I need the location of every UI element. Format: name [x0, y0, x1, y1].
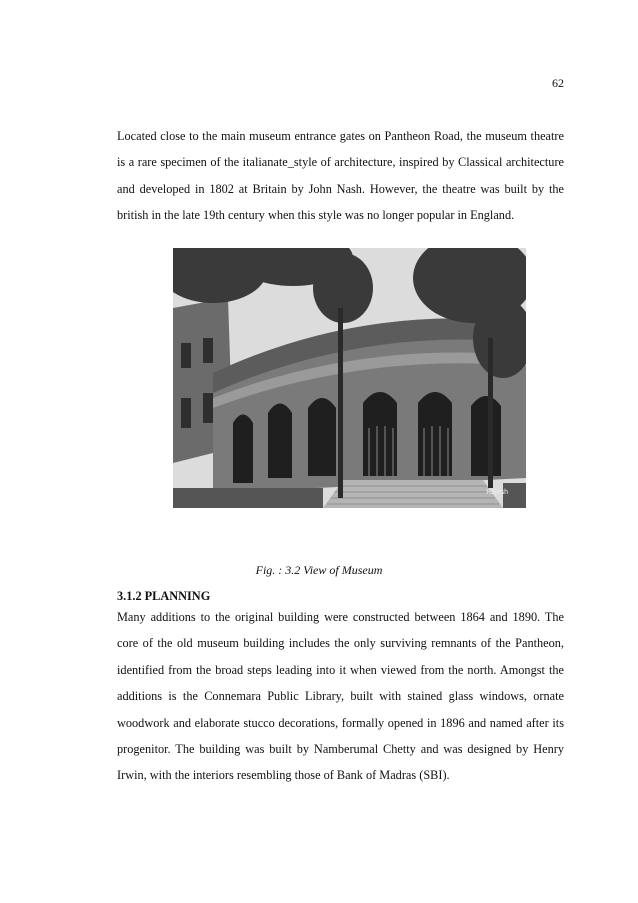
page-number: 62: [552, 76, 564, 90]
intro-paragraph: Located close to the main museum entrance gates on Pantheon Road, the museum theatre is a rare specimen of the italianate_style of architecture, inspired by Classical architecture and developed in 1802 at Britain by John Nash. However, the theatre was built by the british in the late 19th century when this style was no longer popular in England.: [117, 129, 564, 223]
planning-paragraph: Many additions to the original building were constructed between 1864 and 1890. The core of the old museum building includes the only surviving remnants of the Pantheon, identified from the broad steps leading into it when viewed from the north. Amongst the additions is the Connemara Public Library, built with stained glass windows, ornate woodwork and elaborate stucco decorations, formally opened in 1896 and named after its progenitor. The building was built by Namberumal Chetty and was designed by Henry Irwin, with the interiors resembling those of Bank of Madras (SBI).: [117, 610, 564, 783]
section-heading: 3.1.2 PLANNING: [117, 589, 211, 603]
figure-caption: Fig. : 3.2 View of Museum: [255, 563, 383, 577]
photo-watermark: Rajesh: [486, 489, 508, 496]
museum-photo: [173, 248, 526, 508]
